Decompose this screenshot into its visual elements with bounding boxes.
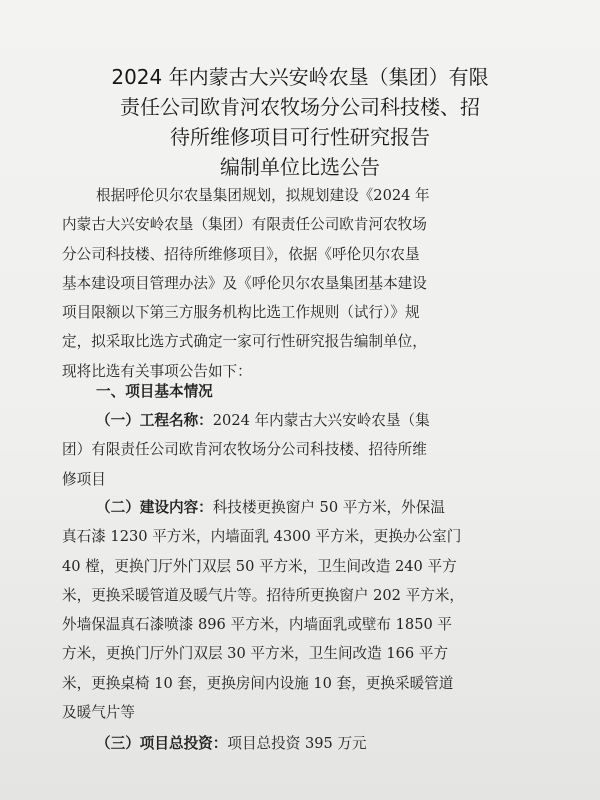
item2-line: 米，更换采暖管道及暖气片等。招待所更换窗户 202 平方米， [62, 586, 464, 604]
item2-first-line [62, 493, 530, 522]
item2-line: 及暖气片等 [62, 704, 135, 722]
intro-line: 内蒙古大兴安岭农垦（集团）有限责任公司欧肯河农牧场 [62, 216, 427, 234]
document-title [40, 62, 560, 182]
item-project-name [62, 406, 530, 494]
intro-line: 定，拟采取比选方式确定一家可行性研究报告编制单位， [62, 333, 427, 351]
item3-line [62, 729, 530, 758]
title-line: 编制单位比选公告 [220, 155, 380, 179]
section-heading [62, 377, 530, 406]
intro-line: 现将比选有关事项公告如下： [62, 362, 252, 380]
title-line: 责任公司欧肯河农牧场分公司科技楼、招 [120, 95, 480, 119]
item3-text: 项目总投资 395 万元 [227, 735, 367, 752]
item-total-investment [62, 729, 530, 758]
item2-line: 外墙保温真石漆喷漆 896 平方米，内墙面乳或壁布 1850 平 [62, 616, 453, 634]
intro-line: 分公司科技楼、招待所维修项目》，依据《呼伦贝尔农垦 [62, 245, 420, 263]
item1-first-line [62, 406, 530, 435]
item2-text: 科技楼更换窗户 50 平方米，外保温 [212, 499, 445, 516]
intro-paragraph [62, 181, 530, 386]
title-line: 2024 年内蒙古大兴安岭农垦（集团）有限 [111, 65, 489, 89]
item2-line: 米，更换桌椅 10 套，更换房间内设施 10 套，更换采暖管道 [62, 674, 454, 692]
item2-label: （二）建设内容： [96, 499, 213, 516]
item2-line: 方米，更换门厅外门双层 30 平方米，卫生间改造 166 平方 [62, 645, 449, 663]
intro-line: 根据呼伦贝尔农垦集团规划，拟规划建设《2024 年 [96, 187, 430, 204]
intro-line: 项目限额以下第三方服务机构比选工作规则（试行）》规 [62, 304, 420, 322]
item2-line: 40 樘，更换门厅外门双层 50 平方米，卫生间改造 240 平方 [62, 557, 457, 575]
item1-line: 团）有限责任公司欧肯河农牧场分公司科技楼、招待所维 [62, 441, 427, 459]
title-line: 待所维修项目可行性研究报告 [170, 125, 430, 149]
section1-heading: 一、项目基本情况 [96, 383, 213, 400]
intro-line: 基本建设项目管理办法》及《呼伦贝尔农垦集团基本建设 [62, 274, 427, 292]
item1-text: 2024 年内蒙古大兴安岭农垦（集 [212, 412, 430, 429]
item2-line: 真石漆 1230 平方米，内墙面乳 4300 平方米，更换办公室门 [62, 528, 462, 546]
item1-line: 修项目 [62, 470, 106, 488]
item3-label: （三）项目总投资： [96, 735, 228, 752]
item1-label: （一）工程名称： [96, 412, 213, 429]
item-construction-content [62, 493, 530, 727]
